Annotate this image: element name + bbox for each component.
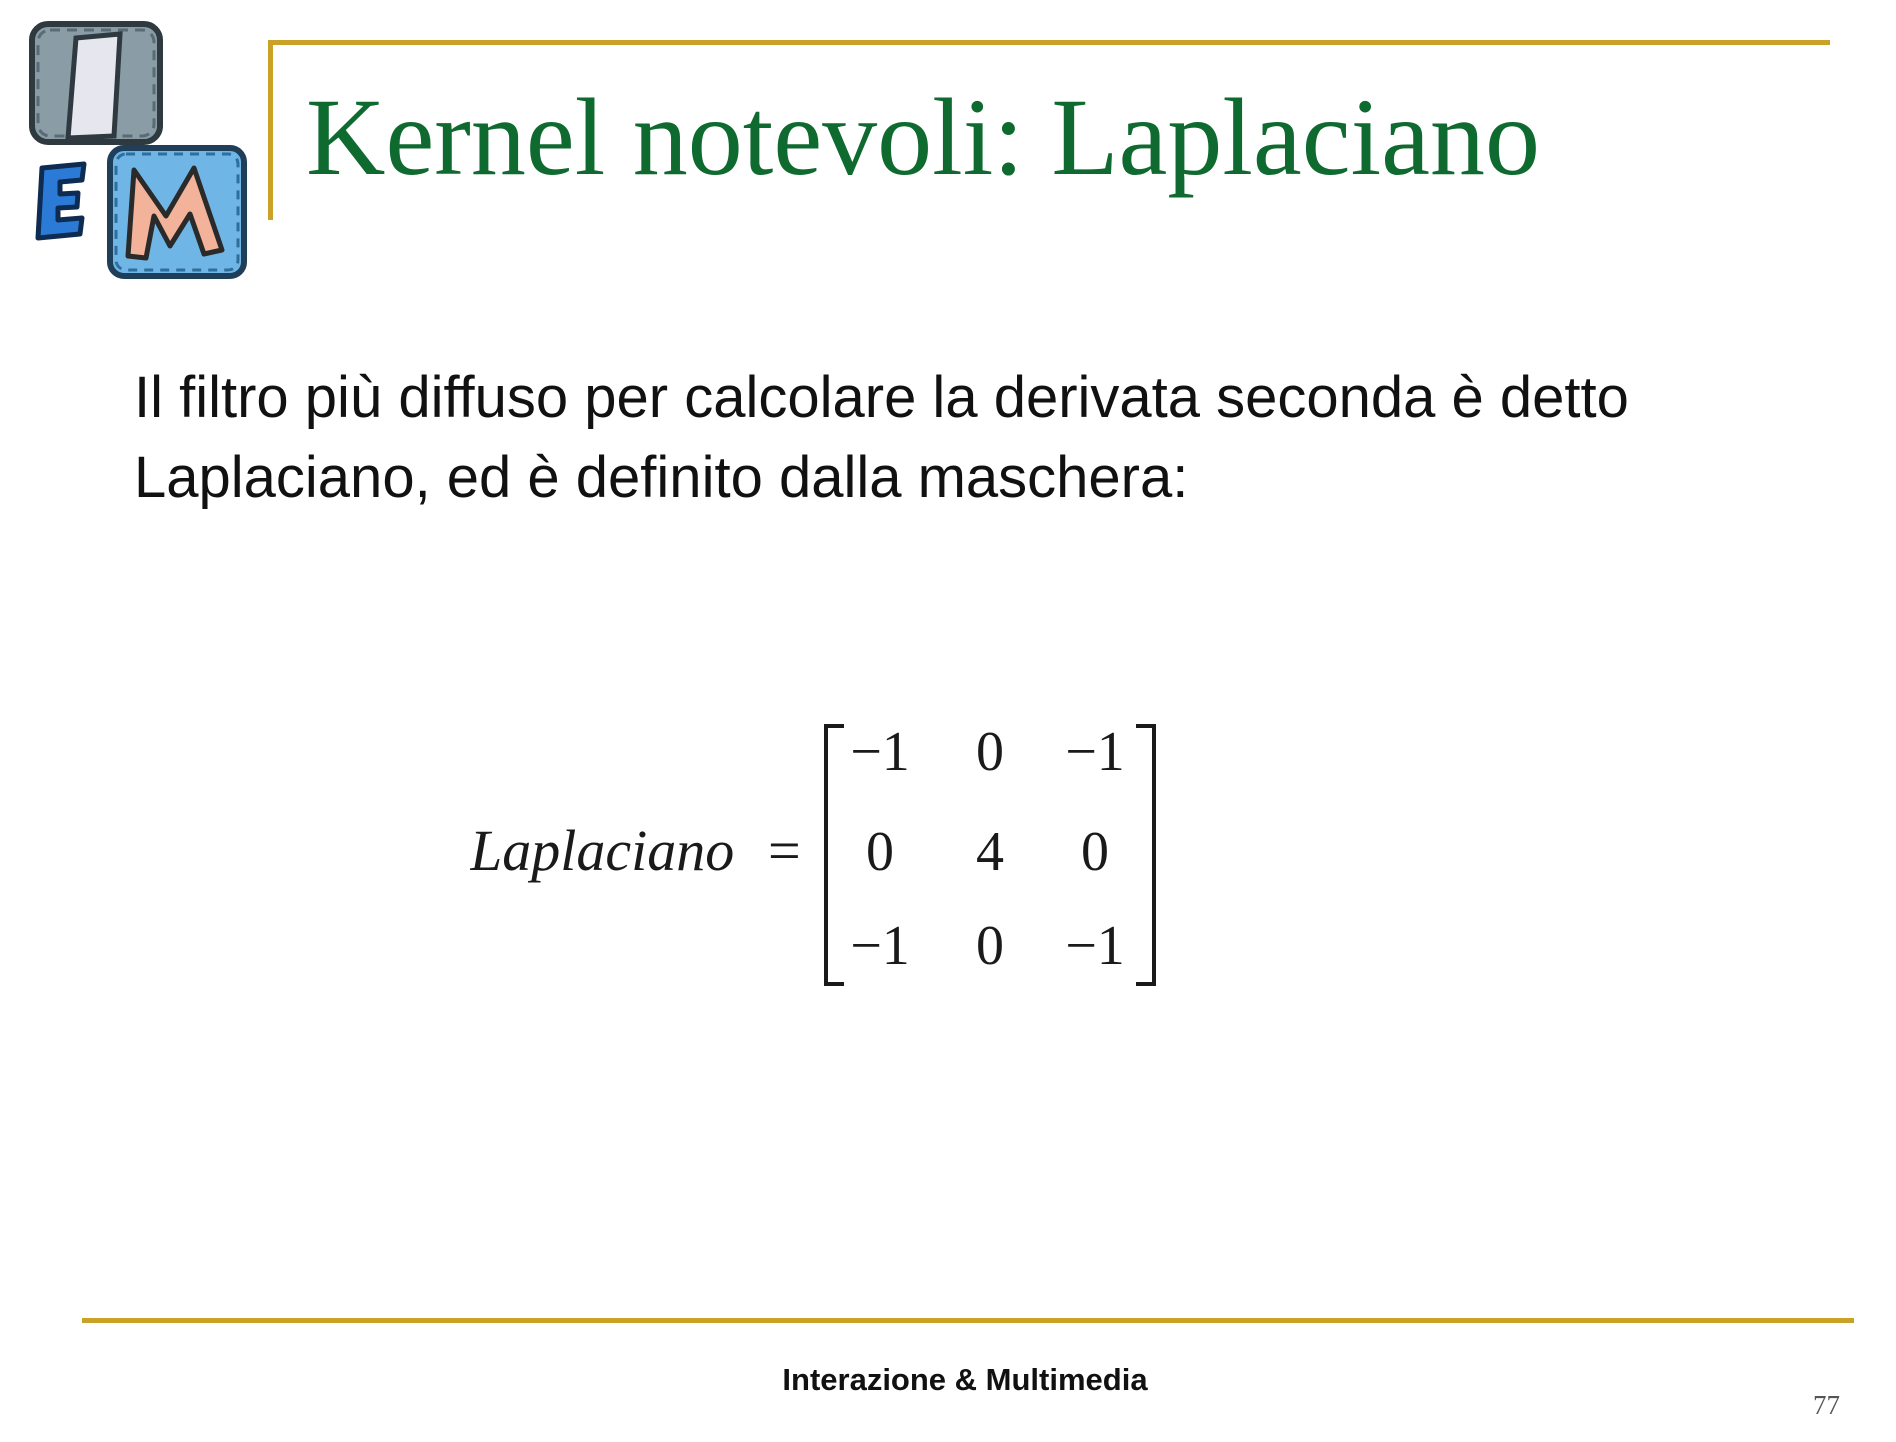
body-paragraph	[134, 358, 1854, 518]
formula-equals: =	[768, 818, 801, 883]
matrix-cell: 0	[866, 821, 894, 883]
matrix-cell: 4	[976, 821, 1004, 883]
matrix-cell: 0	[976, 721, 1004, 783]
slide-title: Kernel notevoli: Laplaciano	[306, 76, 1540, 198]
matrix-cell: −1	[850, 721, 910, 783]
matrix-cells	[850, 721, 1125, 977]
laplacian-formula	[470, 720, 1170, 990]
matrix-left-bracket	[826, 726, 844, 984]
footer-rule	[82, 1318, 1854, 1323]
matrix-cell: 0	[976, 915, 1004, 977]
logo-tile-m	[110, 148, 244, 276]
body-line-1: Il filtro più diffuso per calcolare la derivata seconda è detto	[134, 365, 1629, 430]
formula-label: Laplaciano	[470, 818, 735, 883]
matrix-cell: −1	[1065, 915, 1125, 977]
matrix-cell: −1	[850, 915, 910, 977]
matrix-right-bracket	[1136, 726, 1154, 984]
title-rule-left	[268, 40, 273, 220]
logo-tile-i	[32, 24, 160, 142]
im-logo-icon	[28, 18, 248, 280]
body-line-2: Laplaciano, ed è definito dalla maschera:	[134, 445, 1189, 510]
footer-title: Interazione & Multimedia	[782, 1362, 1148, 1397]
title-rule-top	[268, 40, 1830, 45]
logo-letter-e	[38, 164, 84, 238]
page-number: 77	[1813, 1390, 1840, 1420]
matrix-cell: −1	[1065, 721, 1125, 783]
matrix-cell: 0	[1081, 821, 1109, 883]
